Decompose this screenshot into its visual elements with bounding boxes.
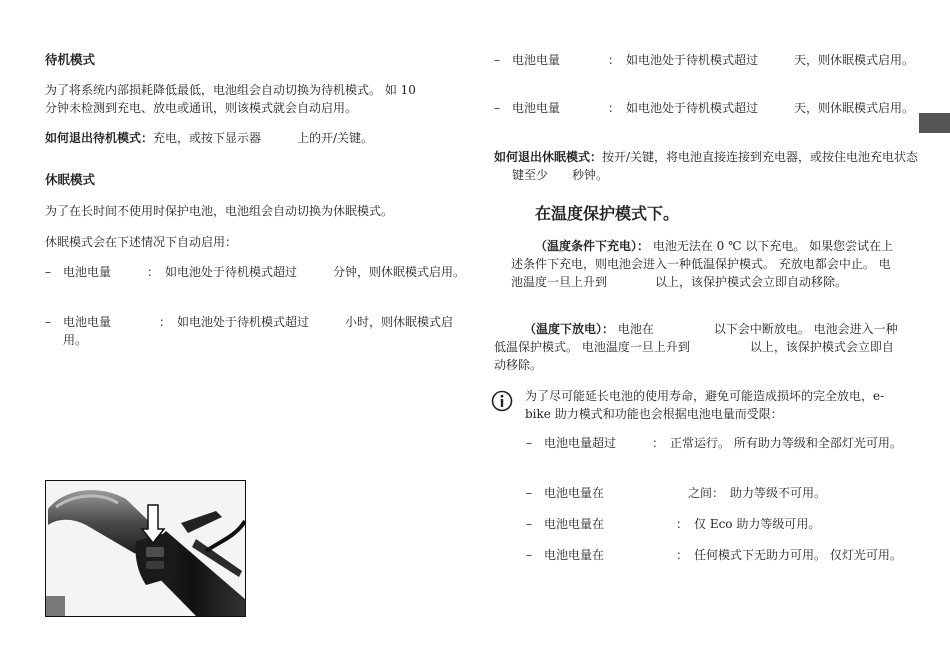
list-item: – 电池电量 ： 如电池处于待机模式超过 分钟，则休眠模式启用。 — [45, 265, 466, 279]
standby-paragraph — [45, 81, 465, 117]
info-circle-icon — [491, 390, 513, 417]
standby-line-2: 分钟未检测到充电、放电或通讯，则该模式就会自动启用。 — [45, 101, 358, 115]
low-discharge-label: （温度下放电）： — [524, 322, 615, 336]
low-discharge-text: 电池在 以下会中断放电。 电池会进入一种低温保护模式。 电池温度一旦上升到 以上，该保护模式会立即自动移除。 — [494, 322, 898, 372]
sleep-paragraph-2: 休眠模式会在下述情况下自动启用： — [45, 235, 238, 249]
standby-exit-text: 充电，或按下显示器 上的开/关键。 — [153, 131, 374, 145]
low-charge-label: （温度条件下充电）： — [535, 239, 650, 253]
low-temp-charge-paragraph — [511, 237, 902, 291]
sleep-heading: 休眠模式 — [45, 172, 96, 187]
sleep-exit — [494, 148, 920, 184]
temperature-heading: 在温度保护模式下。 — [535, 204, 680, 223]
chapter-tab — [919, 113, 950, 133]
low-temp-discharge-paragraph — [494, 320, 904, 374]
sleep-exit-text: 按开/关键，将电池直接连接到充电器，或按住电池充电状态键至少 秒钟。 — [512, 150, 919, 182]
standby-heading: 待机模式 — [45, 52, 96, 67]
sleep-paragraph-1: 为了在长时间不使用时保护电池，电池组会自动切换为休眠模式。 — [45, 204, 394, 218]
list-item: – 电池电量 ： 如电池处于待机模式超过 小时，则休眠模式启用。 — [45, 315, 454, 347]
list-item: – 电池电量在 之间： 助力等级不可用。 — [526, 486, 827, 500]
list-item: – 电池电量 ： 如电池处于待机模式超过 天，则休眠模式启用。 — [494, 101, 915, 115]
list-item: – 电池电量在 ： 仅 Eco 助力等级可用。 — [526, 517, 821, 531]
list-item: – 电池电量在 ： 任何模式下无助力可用。 仅灯光可用。 — [526, 548, 902, 562]
standby-line-1: 为了将系统内部损耗降低最低，电池组会自动切换为待机模式。 如 10 — [45, 83, 416, 97]
sleep-exit-label: 如何退出休眠模式： — [494, 150, 603, 164]
list-item: – 电池电量 ： 如电池处于待机模式超过 天，则休眠模式启用。 — [494, 53, 915, 67]
standby-exit-label: 如何退出待机模式： — [45, 131, 154, 145]
list-item: – 电池电量超过 ： 正常运行。 所有助力等级和全部灯光可用。 — [526, 436, 902, 450]
standby-exit — [45, 129, 465, 147]
info-text: 为了尽可能延长电池的使用寿命，避免可能造成损坏的完全放电，e-bike 助力模式和功能也会根据电池电量而受限： — [525, 389, 885, 421]
handlebar-button-photo — [45, 480, 246, 617]
low-charge-text: 电池无法在 0 ℃ 以下充电。 如果您尝试在上述条件下充电，则电池会进入一种低温保护模式。 充放电都会中止。 电池温度一旦上升到 以上，该保护模式会立即自动移除。 — [511, 239, 894, 289]
